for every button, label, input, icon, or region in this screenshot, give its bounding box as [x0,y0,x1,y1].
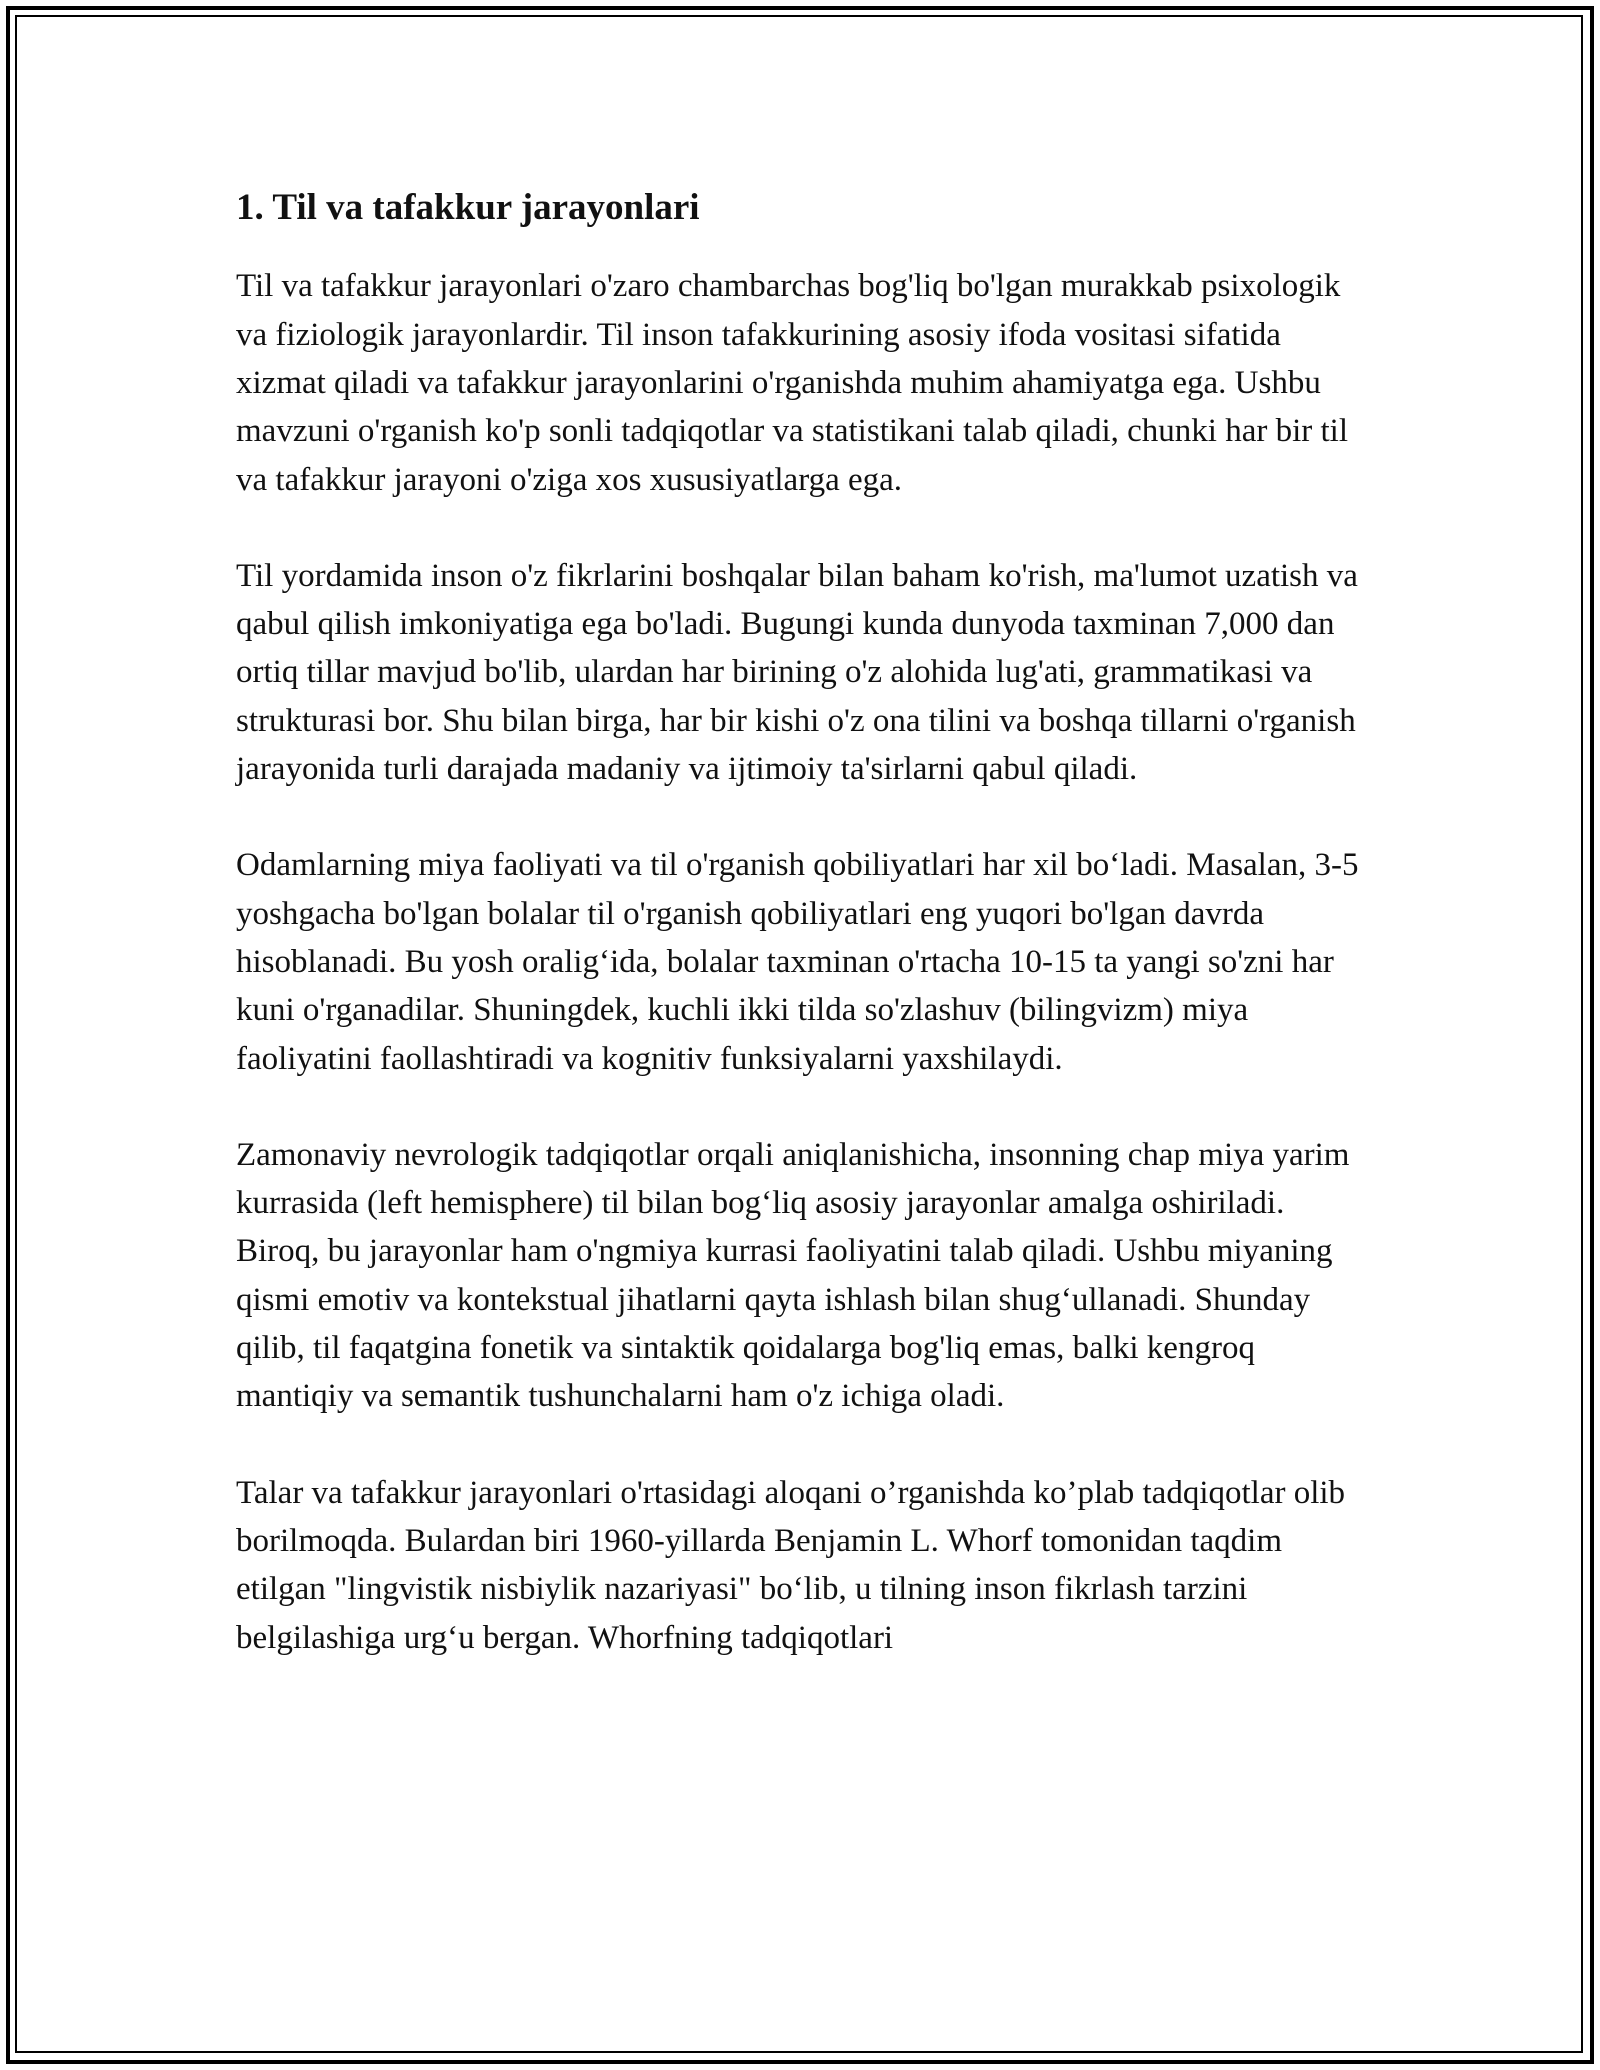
paragraph-3: Odamlarning miya faoliyati va til o'rganish qobiliyatlari har xil bo‘ladi. Masalan, 3-5 yoshgacha bo'lgan bolalar til o'rganish qobiliyatlari eng yuqori bo'lgan davrda hisoblanadi. Bu yosh oralig‘ida, bolalar taxminan o'rtacha 10-15 ta yangi so'zni har kuni o'rganadilar. Shuningdek, kuchli ikki tilda so'zlashuv (bilingvizm) miya faoliyatini faollashtiradi va kognitiv funksiyalarni yaxshilaydi. [236,847,1359,1077]
paragraph-4: Zamonaviy nevrologik tadqiqotlar orqali aniqlanishicha, insonning chap miya yarim kurrasida (left hemisphere) til bilan bog‘liq asosiy jarayonlar amalga oshiriladi. Biroq, bu jarayonlar ham o'ngmiya kurrasi faoliyatini talab qiladi. Ushbu miyaning qismi emotiv va kontekstual jihatlarni qayta ishlash bilan shug‘ullanadi. Shunday qilib, til faqatgina fonetik va sintaktik qoidalarga bog'liq emas, balki kengroq mantiqiy va semantik tushunchalarni ham o'z ichiga oladi. [236,1136,1350,1415]
paragraph-1: Til va tafakkur jarayonlari o'zaro chambarchas bog'liq bo'lgan murakkab psixologik va fiziologik jarayonlardir. Til inson tafakkurining asosiy ifoda vositasi sifatida xizmat qiladi va tafakkur jarayonlarini o'rganishda muhim ahamiyatga ega. Ushbu mavzuni o'rganish ko'p sonli tadqiqotlar va statistikani talab qiladi, chunki har bir til va tafakkur jarayoni o'ziga xos xususiyatlarga ega. [236,268,1348,498]
document-body [236,186,1366,1710]
paragraph-5: Talar va tafakkur jarayonlari o'rtasidagi aloqani o’rganishda ko’plab tadqiqotlar olib borilmoqda. Bulardan biri 1960-yillarda Benjamin L. Whorf tomonidan taqdim etilgan "lingvistik nisbiylik nazariyasi" bo‘lib, u tilning inson fikrlash tarzini belgilashiga urg‘u bergan. Whorfning tadqiqotlari [236,1474,1346,1656]
section-heading: 1. Til va tafakkur jarayonlari [236,187,700,228]
paragraph-2: Til yordamida inson o'z fikrlarini boshqalar bilan baham ko'rish, ma'lumot uzatish va qabul qilish imkoniyatiga ega bo'ladi. Bugungi kunda dunyoda taxminan 7,000 dan ortiq tillar mavjud bo'lib, ulardan har birining o'z alohida lug'ati, grammatikasi va strukturasi bor. Shu bilan birga, har bir kishi o'z ona tilini va boshqa tillarni o'rganish jarayonida turli darajada madaniy va ijtimoiy ta'sirlarni qabul qiladi. [236,557,1358,788]
